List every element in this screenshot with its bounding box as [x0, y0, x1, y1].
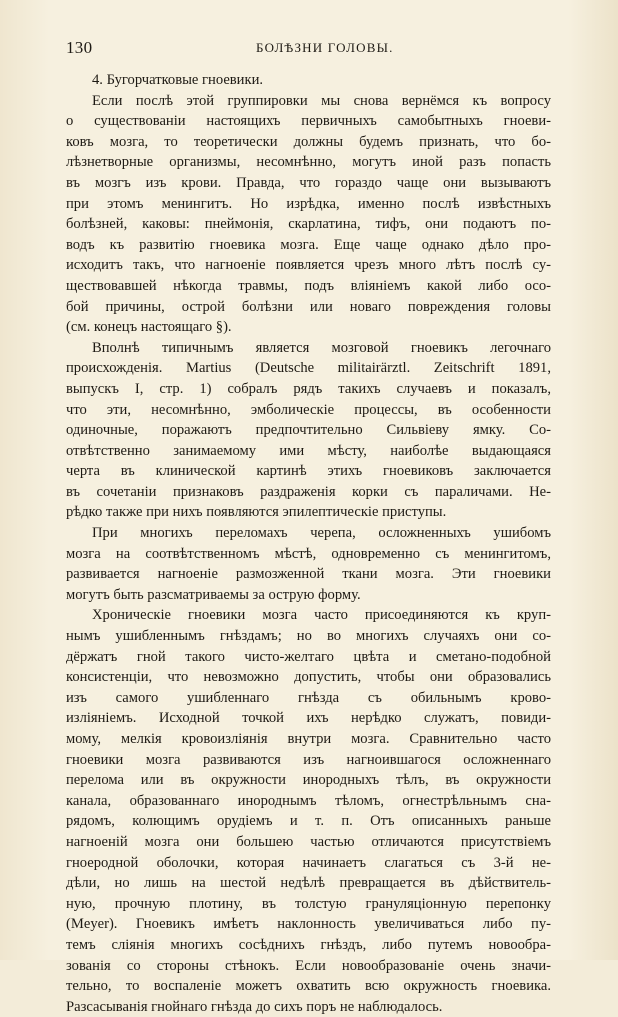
page-body — [66, 70, 551, 1017]
text-line: нагноеній мозга они большею частью отличаются присутствіемъ — [66, 833, 551, 850]
text-line: канала, образованнаго инороднымъ тѣломъ, огнестрѣльнымъ сна- — [66, 792, 551, 809]
text-line: въ сочетаніи признаковъ раздраженія корки съ параличами. Не- — [66, 483, 551, 500]
page-header — [66, 38, 558, 60]
text-line: гноеродной оболочки, которая начинаетъ слагаться съ 3-й не- — [66, 854, 551, 871]
text-line: что эти, несомнѣнно, эмболическіе процессы, въ особенности — [66, 401, 551, 418]
text-line: консистенціи, что невозможно допустить, чтобы они образовались — [66, 669, 551, 686]
text-line: рядомъ, колющимъ орудіемъ и т. п. Отъ описанныхъ раньше — [66, 813, 551, 830]
text-line: въ мозгъ изъ крови. Правда, что гораздо чаще они вызываютъ — [66, 174, 551, 191]
text-line: ковъ мозга, то теоретически должны будемъ признать, что бо- — [66, 133, 551, 150]
running-title: БОЛѢЗНИ ГОЛОВЫ. — [256, 40, 394, 55]
text-line: о существованіи настоящихъ первичныхъ самобытныхъ гноеви- — [66, 113, 551, 130]
text-line: Разсасыванія гнойнаго гнѣзда до сихъ поръ не наблюдалось. — [66, 998, 443, 1015]
text-line: при этомъ менингитъ. Но изрѣдка, именно послѣ извѣстныхъ — [66, 195, 551, 212]
text-line: водъ къ развитію гноевика мозга. Еще чаще однако дѣло про- — [66, 236, 551, 253]
text-line: бой причины, острой болѣзни или новаго повреждения головы — [66, 298, 551, 315]
section-heading: 4. Бугорчатковые гноевики. — [92, 72, 264, 88]
text-line: мозга на соотвѣтственномъ мѣстѣ, одновременно съ менингитомъ, — [66, 545, 551, 562]
text-line: ществовавшей нѣкогда травмы, подъ вліяніемъ какой либо осо- — [66, 277, 551, 294]
text-line: развивается нагноеніе размозженной ткани мозга. Эти гноевики — [66, 566, 551, 583]
text-line: ную, прочную плотину, въ толстую грануляціонную перепонку — [66, 895, 551, 912]
page-number: 130 — [66, 38, 93, 57]
text-line: тельно, то воспаленіе можетъ охватить всю окружность гноевика. — [66, 978, 551, 995]
text-line: выпускъ I, стр. 1) собралъ рядъ такихъ случаевъ и показалъ, — [66, 380, 551, 397]
text-line: рѣдко также при нихъ появляются эпилептическіе приступы. — [66, 504, 447, 521]
text-line: Хроническіе гноевики мозга часто присоединяются къ круп- — [92, 607, 551, 624]
text-line: изъ самого ушибленнаго гнѣзда съ обильнымъ крово- — [66, 689, 551, 706]
text-line: дѣли, но лишь на шестой недѣлѣ превращается въ дѣйствитель- — [66, 875, 551, 892]
text-line: лѣзнетворные организмы, несомнѣнно, могутъ иной разъ попасть — [66, 154, 551, 171]
text-line: дёржатъ гной такого чисто-желтаго цвѣта и сметано-подобной — [66, 648, 551, 665]
text-lines — [66, 91, 551, 1017]
text-line: (см. конецъ настоящаго §). — [66, 319, 232, 336]
text-line: черта въ клинической картинѣ этихъ гноевиковъ заключается — [66, 463, 551, 480]
text-line: могутъ быть разсматриваемы за острую форму. — [66, 586, 361, 603]
text-line: гноевики мозга развиваются изъ нагноившагося осложненнаго — [66, 751, 551, 768]
text-line: темъ сліянія многихъ сосѣднихъ гнѣздъ, либо путемъ новообра- — [66, 936, 551, 953]
text-line: происхожденія. Martius (Deutsche militairärztl. Zeitschrift 1891, — [66, 360, 551, 377]
text-line: нымъ ушибленнымъ гнѣздамъ; но во многихъ случаяхъ они со- — [66, 628, 551, 645]
text-line: болѣзней, каковы: пнеймонія, скарлатина, тифъ, они подаютъ по- — [66, 216, 551, 233]
text-line: перелома или въ окружности инородныхъ тѣлъ, въ окружности — [66, 772, 551, 789]
text-line: исходитъ такъ, что нагноеніе появляется чрезъ много лѣтъ послѣ су- — [66, 257, 551, 274]
text-line: Вполнѣ типичнымъ является мозговой гноевикъ легочнаго — [92, 339, 551, 356]
text-line: (Meyer). Гноевикъ имѣетъ наклонность увеличиваться либо пу- — [66, 916, 551, 933]
text-line: отвѣтственно занимаемому ими мѣсту, наиболѣе выдающаяся — [66, 442, 551, 459]
text-line: зованія со стороны стѣнокъ. Если новообразованіе очень значи- — [66, 957, 551, 974]
text-line: изліяніемъ. Исходной точкой ихъ нерѣдко служатъ, повиди- — [66, 710, 551, 727]
text-line: При многихъ переломахъ черепа, осложненныхъ ушибомъ — [92, 525, 551, 542]
text-line: мому, мелкія кровоизлiянія внутри мозга. Сравнительно часто — [66, 731, 551, 747]
text-line: одиночные, поражаютъ предпочтительно Сильвіеву ямку. Со- — [66, 422, 551, 439]
text-line: Если послѣ этой группировки мы снова вернёмся къ вопросу — [92, 92, 551, 109]
